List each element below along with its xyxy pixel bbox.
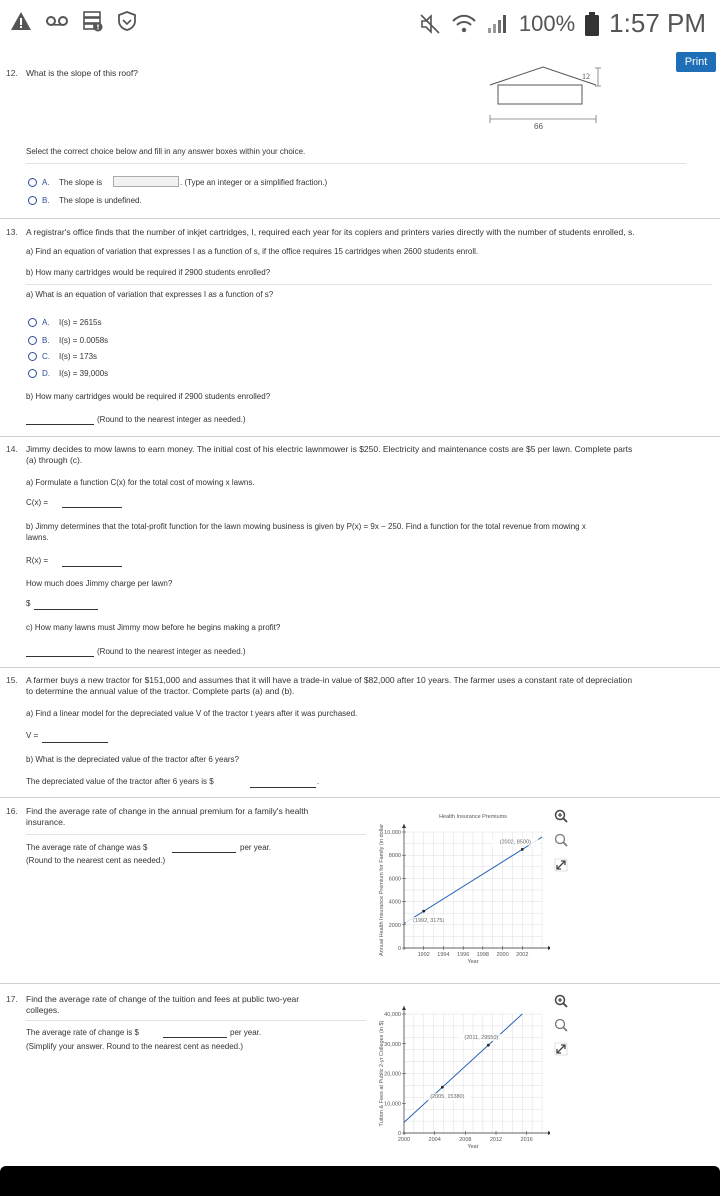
data-point [487, 1044, 490, 1047]
question-text-line-2: colleges. [26, 1005, 60, 1015]
divider [26, 1020, 366, 1021]
x-tick-label: 2016 [520, 1137, 533, 1143]
y-tick-label: 0 [397, 1131, 401, 1137]
part-b-text: b) What is the depreciated value of the tractor after 6 years? [26, 755, 239, 764]
voicemail-icon [46, 14, 68, 28]
expand-icon[interactable] [554, 858, 568, 872]
question-text-line-1: Jimmy decides to mow lawns to earn money. The initial cost of his electric lawnmower is $250. Electricity and maintenance costs are $5 per lawn. Complete parts [26, 444, 633, 454]
cx-label: C(x) = [26, 498, 48, 507]
answer-suffix: . [317, 777, 320, 786]
question-divider [0, 667, 720, 668]
part-a-text: a) Find an equation of variation that expresses I as a function of s, if the office requires 15 cartridges when 2600 students enroll. [26, 247, 479, 256]
x-tick-label: 1996 [457, 952, 470, 958]
question-number: 16. [6, 806, 18, 816]
y-tick-label: 20,000 [384, 1071, 401, 1078]
system-status [419, 8, 706, 39]
question-number: 14. [6, 444, 18, 454]
cx-answer-input[interactable] [62, 507, 122, 508]
x-tick-label: 2008 [459, 1137, 472, 1143]
status-bar [0, 0, 720, 50]
data-point [422, 910, 425, 913]
option-c-text: I(s) = 173s [59, 352, 98, 361]
x-tick-label: 2012 [489, 1137, 503, 1143]
y-tick-label: 10,000 [384, 1101, 401, 1108]
wifi-icon [451, 14, 477, 34]
v-label: V = [26, 731, 39, 740]
option-c-letter: C. [42, 352, 50, 361]
part-a-text: a) Find a linear model for the depreciated value V of the tractor t years after it was purchased. [26, 709, 358, 718]
mute-icon [419, 13, 441, 35]
sub-a-text: a) What is an equation of variation that expresses I as a function of s? [26, 290, 274, 299]
x-tick-label: 2002 [516, 952, 529, 958]
charge-question: How much does Jimmy charge per lawn? [26, 579, 173, 588]
question-number: 15. [6, 675, 18, 685]
y-axis-label: Tuition & Fees at Public 2-yr Colleges (in $) [379, 1020, 385, 1127]
option-b-letter: B. [42, 196, 50, 205]
question-number: 17. [6, 994, 18, 1004]
expand-icon[interactable] [554, 1042, 568, 1056]
lawns-answer-input[interactable] [26, 656, 94, 657]
part-c-text: c) How many lawns must Jimmy mow before he begins making a profit? [26, 623, 281, 632]
x-axis-label: Year [467, 959, 479, 965]
question-divider [0, 436, 720, 437]
battery-icon [585, 12, 599, 36]
sub-b-text: b) How many cartridges would be required if 2900 students enrolled? [26, 392, 271, 401]
storage-alert-icon [82, 10, 104, 32]
notification-icons [10, 10, 136, 32]
rx-label: R(x) = [26, 556, 48, 565]
answer-prefix: The average rate of change was $ [26, 843, 148, 852]
x-tick-label: 2000 [397, 1137, 411, 1143]
round-hint: (Round to the nearest cent as needed.) [26, 856, 166, 865]
charge-answer-input[interactable] [34, 609, 98, 610]
y-axis-arrow [402, 1006, 406, 1010]
y-tick-label: 30,000 [384, 1041, 401, 1048]
option-a-text: I(s) = 2615s [59, 318, 102, 327]
y-tick-label: 6000 [388, 876, 401, 883]
option-a-radio[interactable] [28, 318, 37, 327]
x-tick-label: 2004 [428, 1137, 441, 1143]
question-text-line-2: to determine the annual value of the tractor. Complete parts (a) and (b). [26, 686, 295, 696]
x-tick-label: 1998 [476, 952, 489, 958]
dollar-sign: $ [26, 599, 31, 608]
answer-suffix: per year. [230, 1028, 262, 1037]
round-hint: (Round to the nearest integer as needed.) [97, 415, 246, 424]
option-d-radio[interactable] [28, 369, 37, 378]
question-text-line-1: Find the average rate of change of the tuition and fees at public two-year [26, 994, 300, 1004]
option-a-text: The slope is [59, 178, 103, 187]
answer-prefix: The average rate of change is $ [26, 1028, 139, 1037]
data-point [441, 1086, 444, 1089]
y-tick-label: 4000 [388, 899, 401, 906]
answer-suffix: per year. [240, 843, 272, 852]
x-tick-label: 1994 [437, 952, 450, 958]
data-point [521, 848, 524, 851]
option-a-radio[interactable] [28, 178, 37, 187]
question-divider [0, 218, 720, 219]
tuition-fees-chart [370, 980, 550, 1156]
instruction-text: Select the correct choice below and fill in any answer boxes within your choice. [26, 147, 306, 156]
depreciated-value-input[interactable] [250, 787, 316, 788]
chart-title: Health Insurance Premiums [439, 814, 507, 820]
question-text-line-1: A farmer buys a new tractor for $151,000 and assumes that it will have a trade-in value of $82,000 after 10 years. The farmer uses a constant rate of depreciation [26, 675, 633, 685]
part-b-text: b) How many cartridges would be required if 2900 students enrolled? [26, 268, 271, 277]
answer-prefix: The depreciated value of the tractor after 6 years is $ [26, 777, 214, 786]
zoom-in-icon[interactable] [554, 809, 568, 823]
v-answer-input[interactable] [42, 742, 108, 743]
signal-icon [487, 14, 509, 34]
round-hint: (Round to the nearest integer as needed.) [97, 647, 246, 656]
option-d-text: I(s) = 39,000s [59, 369, 109, 378]
y-axis-label: Annual Health Insurance Premium for Family (in dollar [379, 823, 385, 957]
warning-icon [10, 11, 32, 31]
question-text: A registrar's office finds that the number of inkjet cartridges, I, required each year for its copiers and printers varies directly with the number of students enrolled, s. [26, 227, 635, 237]
rate-answer-input[interactable] [172, 852, 236, 853]
x-tick-label: 1992 [417, 952, 430, 958]
y-tick-label: 40,000 [384, 1012, 401, 1018]
option-a-hint: . (Type an integer or a simplified fraction.) [180, 178, 328, 187]
part-b-text-line-1: b) Jimmy determines that the total-profit function for the lawn mowing business is given by P(x) = 9x − 250. Find a function for the total revenue from mowing x [26, 522, 586, 531]
roof-rise-label: 12 [582, 72, 590, 81]
roof-diagram [488, 62, 608, 138]
x-axis-arrow [548, 946, 550, 950]
data-label: (1992, 3175) [413, 918, 445, 925]
part-b-text-line-2: lawns. [26, 533, 49, 542]
data-label: (2011, 29550) [464, 1035, 499, 1042]
y-tick-label: 8000 [388, 853, 401, 860]
divider [26, 284, 712, 285]
round-hint: (Simplify your answer. Round to the nearest cent as needed.) [26, 1042, 244, 1051]
question-text-line-2: insurance. [26, 817, 66, 827]
divider [26, 163, 686, 164]
question-text-line-1: Find the average rate of change in the annual premium for a family's health [26, 806, 309, 816]
question-number: 13. [6, 227, 18, 237]
cartridges-answer-input[interactable] [26, 424, 94, 425]
x-axis-arrow [548, 1131, 550, 1135]
roof-run-label: 66 [534, 122, 543, 131]
slope-answer-input[interactable] [113, 176, 179, 187]
part-a-text: a) Formulate a function C(x) for the total cost of mowing x lawns. [26, 478, 255, 487]
data-label: (2005, 15380) [430, 1094, 465, 1101]
y-tick-label: 0 [397, 946, 401, 952]
shield-icon [118, 11, 136, 31]
question-text-line-2: (a) through (c). [26, 455, 83, 465]
x-tick-label: 2000 [496, 952, 509, 958]
question-text: What is the slope of this roof? [26, 68, 138, 78]
option-c-radio[interactable] [28, 352, 37, 361]
data-label: (2002, 8500) [499, 839, 531, 846]
y-tick-label: 2000 [388, 922, 401, 929]
option-b-radio[interactable] [28, 196, 37, 205]
option-a-letter: A. [42, 178, 50, 187]
x-axis-label: Year [467, 1144, 479, 1150]
health-insurance-chart [370, 802, 550, 974]
y-tick-label: 10,000 [384, 830, 401, 836]
question-number: 12. [6, 68, 18, 78]
clock: 1:57 PM [609, 8, 706, 38]
navigation-bar [0, 1166, 720, 1196]
battery-percent: 100% [518, 10, 576, 36]
option-b-radio[interactable] [28, 336, 37, 345]
rate-answer-input[interactable] [163, 1037, 227, 1038]
option-a-letter: A. [42, 318, 50, 327]
option-d-letter: D. [42, 369, 50, 378]
option-b-text: The slope is undefined. [59, 196, 142, 205]
divider [26, 834, 366, 835]
y-axis-arrow [402, 824, 406, 828]
zoom-in-icon[interactable] [554, 994, 568, 1008]
option-b-text: I(s) = 0.0058s [59, 336, 109, 345]
question-divider [0, 797, 720, 798]
option-b-letter: B. [42, 336, 50, 345]
zoom-out-icon[interactable] [554, 1018, 568, 1032]
rx-answer-input[interactable] [62, 566, 122, 567]
print-button[interactable]: Print [676, 52, 716, 72]
question-divider [0, 983, 720, 984]
zoom-out-icon[interactable] [554, 833, 568, 847]
